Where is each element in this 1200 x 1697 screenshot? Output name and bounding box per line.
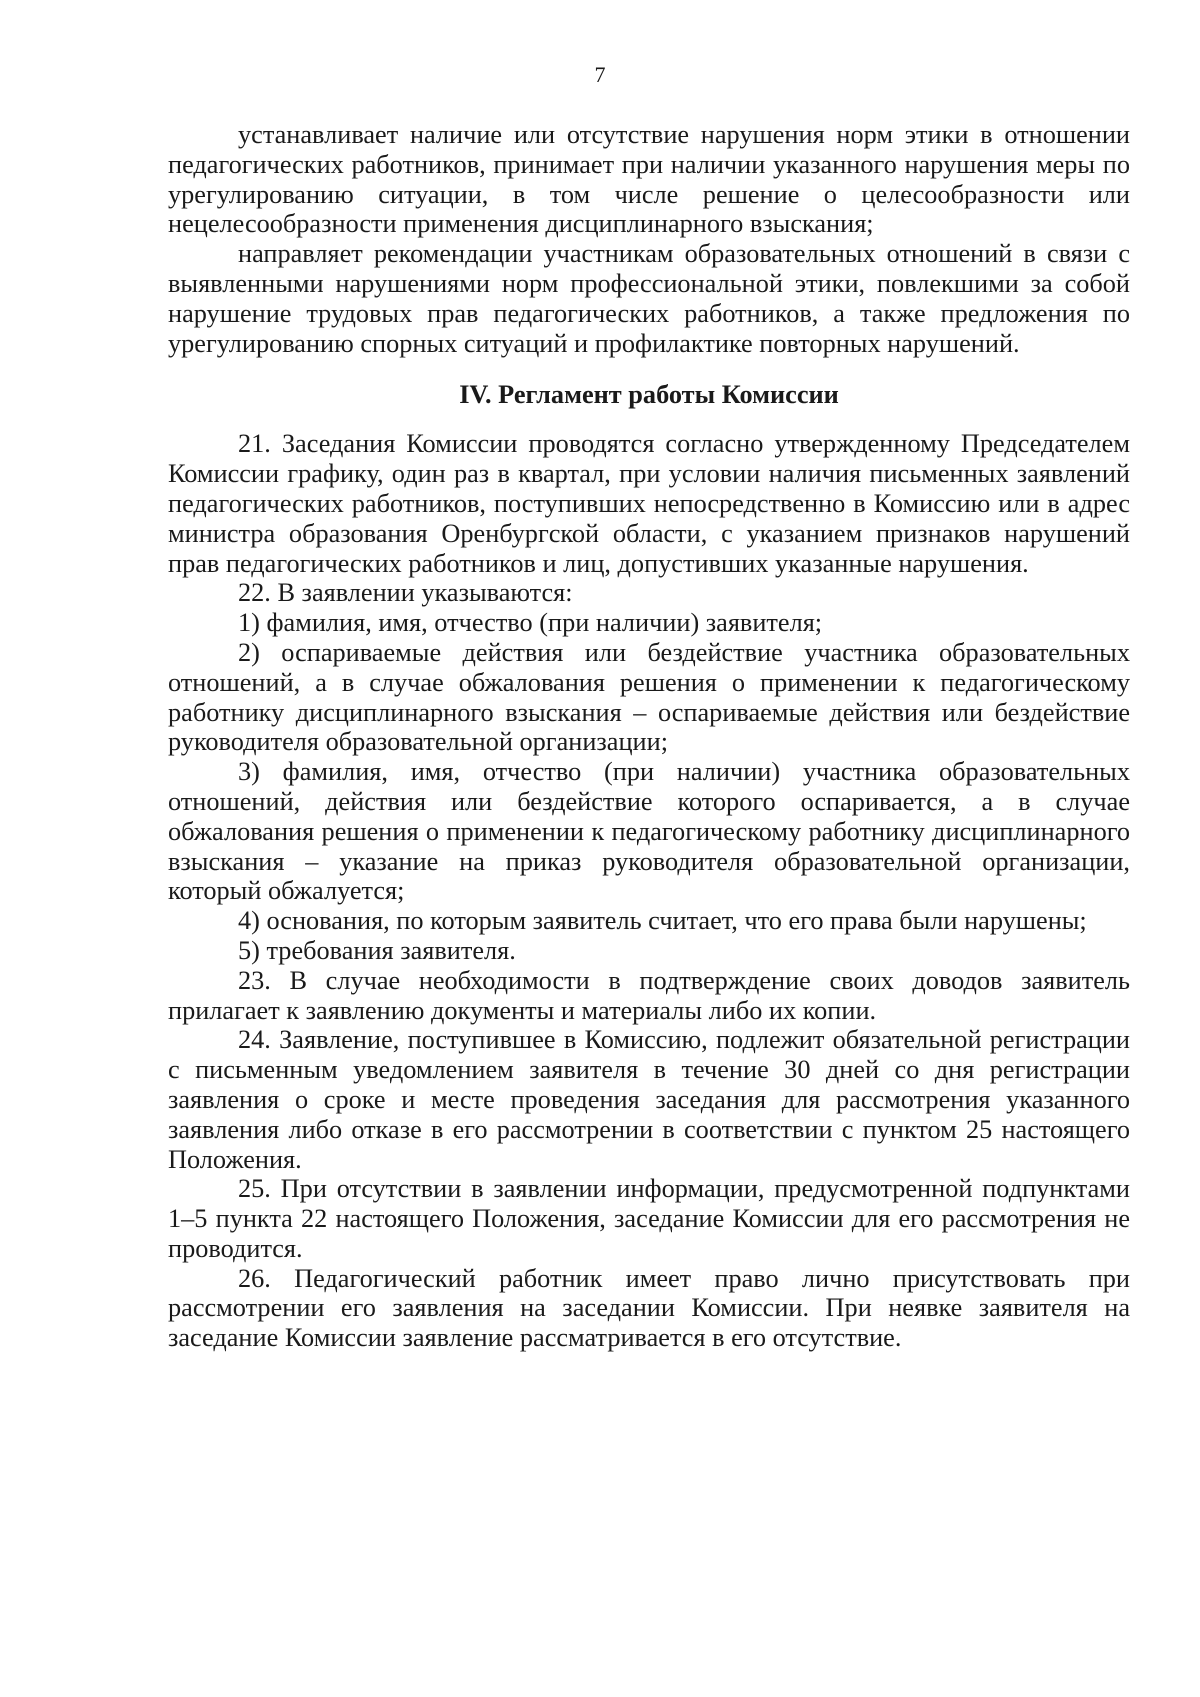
paragraph-25: 25. При отсутствии в заявлении информации, предусмотренной подпунктами 1–5 пункта 22 настоящего Положения, заседание Комиссии для его рассмотрения не проводится. xyxy=(168,1174,1130,1263)
paragraph-21: 21. Заседания Комиссии проводятся согласно утвержденному Председателем Комиссии графику, один раз в квартал, при условии наличия письменных заявлений педагогических работников, поступивших непосредственно в Комиссию или в адрес министра образования Оренбургской области, с указанием признаков нарушений прав педагогических работников и лиц, допустивших указанные нарушения. xyxy=(168,429,1130,578)
subitem-22-1: 1) фамилия, имя, отчество (при наличии) заявителя; xyxy=(238,608,823,638)
paragraph-26: 26. Педагогический работник имеет право лично присутствовать при рассмотрении его заявления на заседании Комиссии. При неявке заявителя на заседание Комиссии заявление рассматривается в его отсутствие. xyxy=(168,1263,1130,1353)
document-body xyxy=(168,120,1130,1353)
subitem-22-2: 2) оспариваемые действия или бездействие участника образовательных отношений, а в случае обжалования решения о применении к педагогическому работнику дисциплинарного взыскания – оспариваемые действия или бездействие руководителя образовательной организации; xyxy=(168,637,1130,757)
subitem-22-5: 5) требования заявителя. xyxy=(238,935,516,965)
paragraph-norm-violation: устанавливает наличие или отсутствие нарушения норм этики в отношении педагогических работников, принимает при наличии указанного нарушения меры по урегулированию ситуации, в том числе решение о целесообразности или нецелесообразности применения дисциплинарного взыскания; xyxy=(168,120,1130,239)
paragraph-22: 22. В заявлении указываются: xyxy=(238,578,573,608)
paragraph-recommendations: направляет рекомендации участникам образовательных отношений в связи с выявленными нарушениями норм профессиональной этики, повлекшими за собой нарушение трудовых прав педагогических работников, а также предложения по урегулированию спорных ситуаций и профилактике повторных нарушений. xyxy=(168,239,1130,358)
section-title: IV. Регламент работы Комиссии xyxy=(459,380,839,410)
paragraph-24: 24. Заявление, поступившее в Комиссию, подлежит обязательной регистрации с письменным уведомлением заявителя в течение 30 дней со дня регистрации заявления о сроке и месте проведения заседания для рассмотрения указанного заявления либо отказе в его рассмотрении в соответствии с пунктом 25 настоящего Положения. xyxy=(168,1025,1130,1174)
subitem-22-3: 3) фамилия, имя, отчество (при наличии) участника образовательных отношений, действия или бездействие которого оспаривается, а в случае обжалования решения о применении к педагогическому работнику дисциплинарного взыскания – указание на приказ руководителя образовательной организации, который обжалуется; xyxy=(168,757,1130,906)
subitem-22-4: 4) основания, по которым заявитель считает, что его права были нарушены; xyxy=(238,906,1087,936)
paragraph-23: 23. В случае необходимости в подтверждение своих доводов заявитель прилагает к заявлению документы и материалы либо их копии. xyxy=(168,965,1130,1025)
page-number: 7 xyxy=(594,62,606,87)
